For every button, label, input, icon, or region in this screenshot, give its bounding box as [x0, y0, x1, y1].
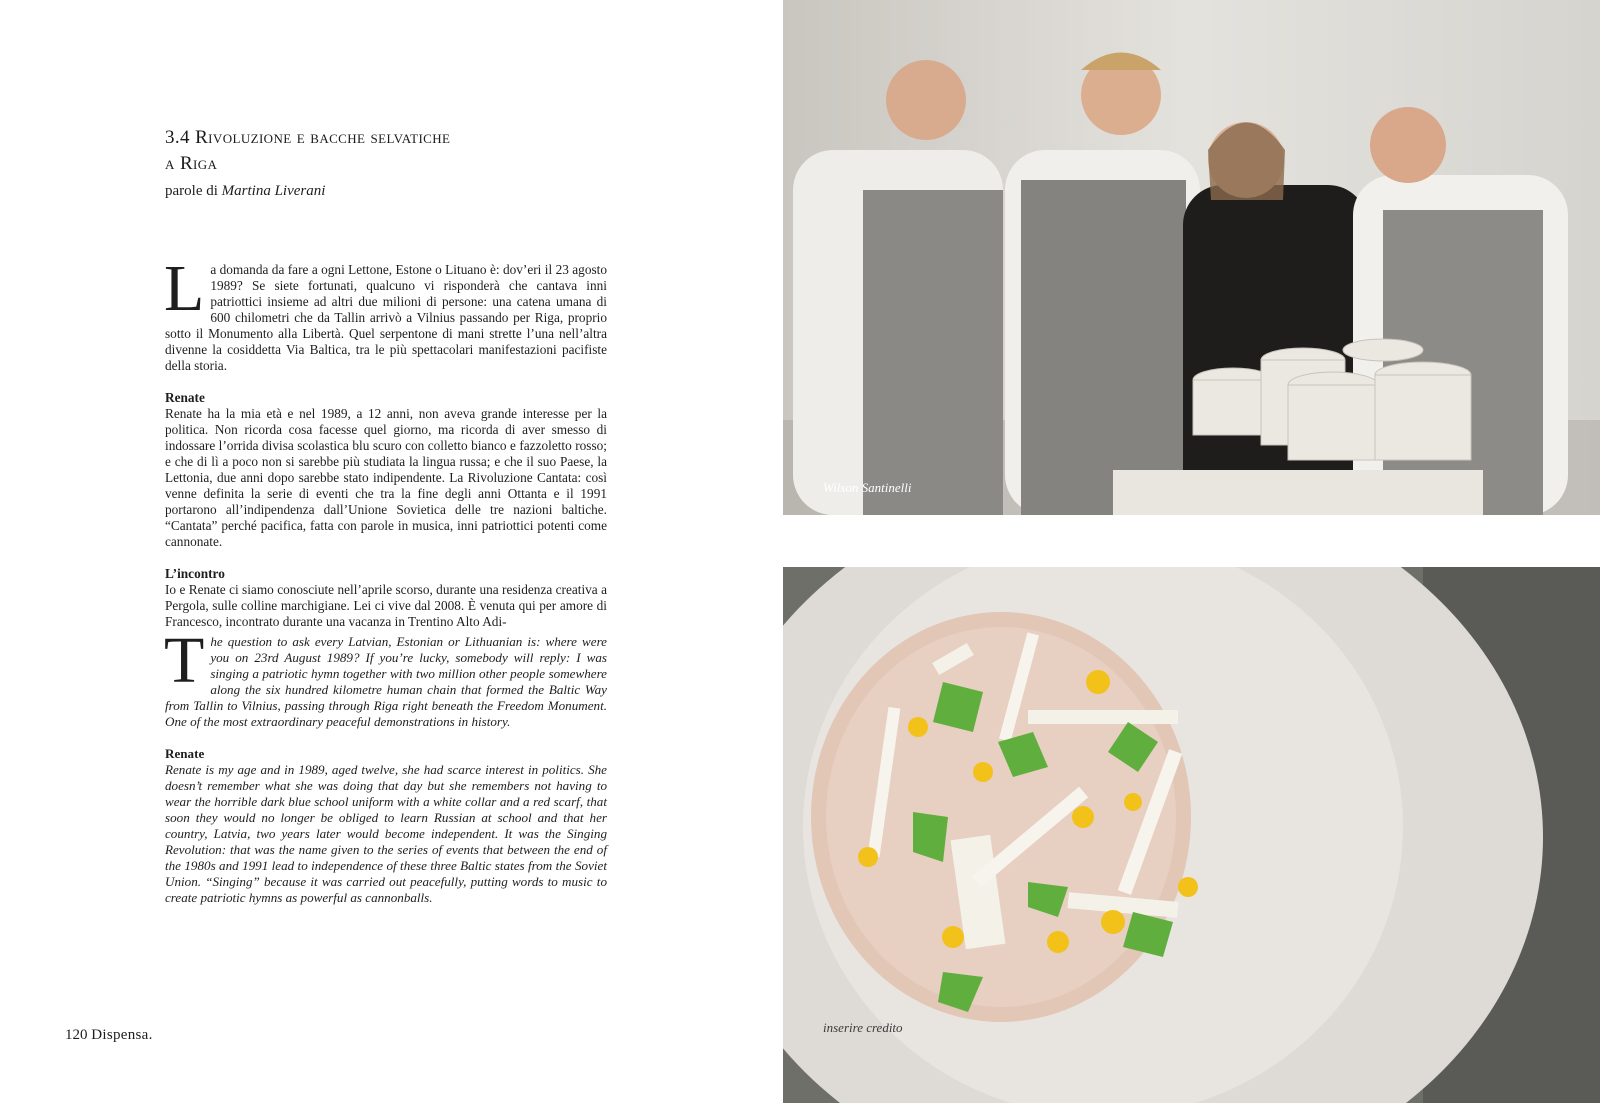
section-number: 3.4 [165, 127, 190, 148]
italian-dropcap: L [164, 252, 205, 325]
english-intro: he question to ask every Latvian, Estonian or Lithuanian is: where were you on 23rd August 1989? If you’re lucky, somebody will reply: I was singing a patriotic hymn together with two million other people somewhere along the six hundred kilometre human chain that formed the Baltic Way from Tallin to Vilnius, passing through Riga right beneath the Freedom Monument. One of the most extraordinary peaceful demonstrations in history. [165, 634, 607, 729]
italian-incontro-paragraph: Io e Renate ci siamo conosciute nell’aprile scorso, durante una residenza creativa a Pergola, sulle colline marchigiane. Lei ci vive dal 2008. È venuta qui per amore di Francesco, incontrato durante una vacanza in Trentino Alto Adi- [165, 582, 607, 629]
magazine-name: Dispensa. [91, 1027, 153, 1043]
byline [165, 183, 325, 200]
page-number: 120 [65, 1027, 88, 1043]
dish-photo [783, 567, 1600, 1103]
bottom-photo-credit: inserire credito [823, 1020, 903, 1035]
english-intro-paragraph [164, 624, 607, 730]
italian-heading-incontro: L’incontro [165, 566, 225, 581]
title-line-1: Rivoluzione e bacche selvatiche [195, 127, 451, 148]
chefs-photo-illustration [783, 0, 1600, 515]
dish-photo-illustration [783, 567, 1600, 1103]
chefs-photo [783, 0, 1600, 515]
top-photo-credit: Wilson Santinelli [823, 480, 912, 495]
page-folio [65, 1027, 153, 1044]
english-text [164, 624, 607, 906]
title-line-2: a Riga [165, 153, 218, 174]
italian-heading-renate: Renate [165, 390, 205, 405]
italian-intro: a domanda da fare a ogni Lettone, Estone o Lituano è: dov’eri il 23 agosto 1989? Se siete fortunati, qualcuno vi risponderà che cantava inni patriottici insieme ad altri due milioni di persone: una catena umana di 600 chilometri che da Tallin arrivò a Vilnius passando per Riga, proprio sotto il Monumento alla Libertà. Quel serpentone di mani strette l’una nell’altra divenne la cosiddetta Via Baltica, tra le più spettacolari manifestazioni pacifiste della storia. [165, 262, 607, 373]
article-title [165, 125, 605, 177]
english-dropcap: T [164, 624, 205, 697]
english-renate-paragraph: Renate is my age and in 1989, aged twelve, she had scarce interest in politics. She doesn’t remember what she was doing that day but she remembers not having to wear the horrible dark blue school uniform with a white collar and a red scarf, that soon they would no longer be obliged to learn Russian at school and that her country, Latvia, two years later would become independent. It was the Singing Revolution: that was the name given to the series of events that between the end of the 1980s and 1991 lead to independence of these three Baltic states from the Soviet Union. “Singing” because it was carried out peacefully, putting words to music to create patriotic hymns as powerful as cannonballs. [165, 762, 607, 905]
italian-renate-paragraph: Renate ha la mia età e nel 1989, a 12 anni, non aveva grande interesse per la politica. Non ricorda cosa facesse quel giorno, ma ricorda di aver smesso di indossare l’orrida divisa scolastica blu scuro con colletto bianco e fazzoletto rosso; e che di lì a poco non si sarebbe più studiata la lingua russa; e che il suo Paese, la Lettonia, due anni dopo sarebbe stato indipendente. La Rivoluzione Cantata: così venne definita la serie di eventi che tra la fine degli anni Ottanta e il 1991 portarono all’indipendenza dall’Unione Sovietica delle tre nazioni baltiche. “Cantata” perché pacifica, fatta con parole in musica, inni patriottici potenti come cannonate. [165, 406, 607, 549]
italian-text [164, 252, 607, 630]
author-name: Martina Liverani [221, 183, 326, 199]
english-heading-renate: Renate [165, 746, 205, 761]
italian-intro-paragraph [164, 252, 607, 374]
byline-prefix: parole di [165, 183, 218, 199]
